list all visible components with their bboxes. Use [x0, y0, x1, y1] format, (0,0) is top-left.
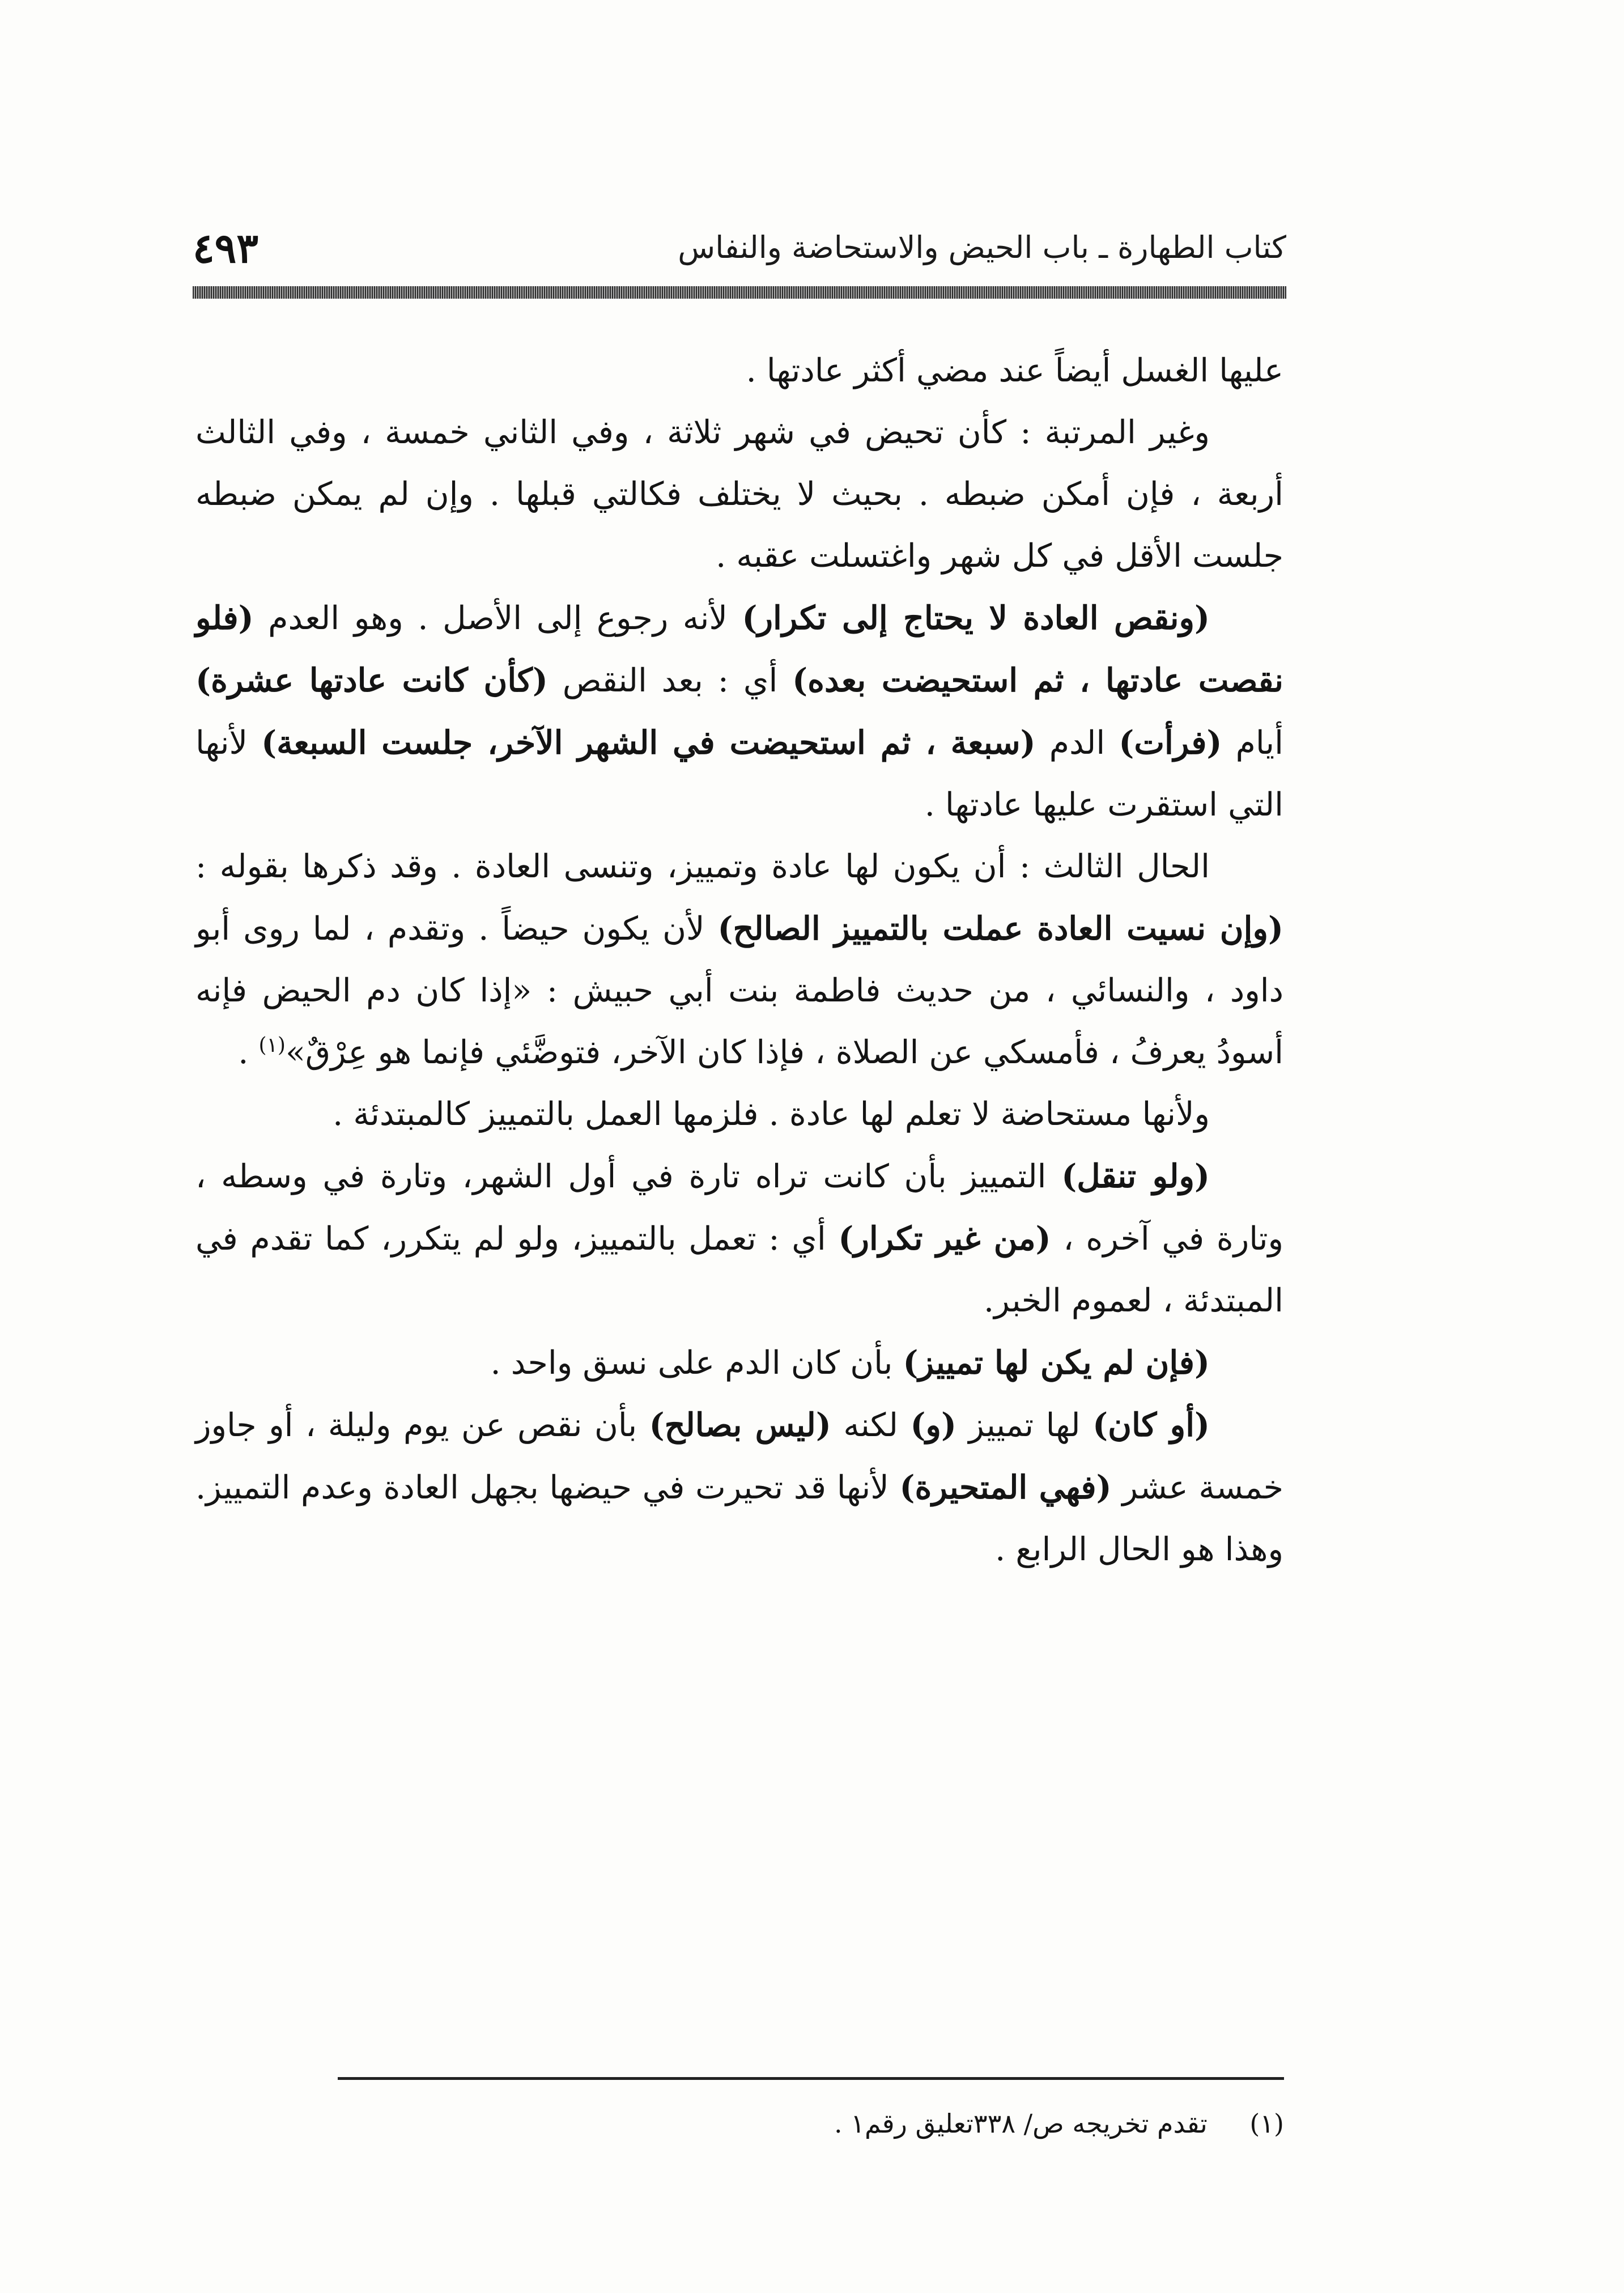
bold-phrase: (سبعة ، ثم استحيضت في الشهر الآخر، جلست السبعة)	[261, 724, 1036, 762]
paragraph	[195, 1084, 1283, 1145]
header-divider	[193, 286, 1286, 299]
body-text	[195, 340, 1283, 1581]
bold-phrase: (ليس بصالح)	[649, 1406, 831, 1444]
bold-phrase: (ولو تنقل)	[1061, 1157, 1210, 1195]
text-run: لأنه رجوع إلى الأصل . وهو العدم	[253, 600, 742, 637]
text-run: عليها الغسل أيضاً عند مضي أكثر عادتها .	[746, 352, 1283, 389]
paragraph	[195, 340, 1283, 402]
text-run: لكنه	[831, 1407, 911, 1444]
text-run: أيام	[1222, 724, 1283, 762]
bold-phrase: (فإن لم يكن لها تمييز)	[903, 1344, 1210, 1382]
footnote-text: تقدم تخريجه ص/ ٣٣٨تعليق رقم١ .	[834, 2108, 1208, 2139]
footnote-divider	[338, 2077, 1284, 2080]
bold-phrase: (أو كان)	[1092, 1406, 1210, 1444]
bold-phrase: (و)	[910, 1406, 956, 1444]
paragraph	[195, 836, 1283, 1084]
text-run: .	[238, 1034, 259, 1071]
text-run: ولأنها مستحاضة لا تعلم لها عادة . فلزمها العمل بالتمييز كالمبتدئة .	[333, 1095, 1210, 1133]
text-run: بأن نقص عن يوم وليلة ، أو جاوز خمسة عشر	[195, 1407, 1284, 1506]
paragraph	[195, 402, 1283, 587]
text-run: التمييز بأن كانت تراه تارة في أول الشهر، وتارة في وسطه ، وتارة في آخره ،	[195, 1158, 1283, 1258]
bold-phrase: (وإن نسيت العادة عملت بالتمييز الصالح)	[717, 910, 1283, 948]
paragraph	[195, 1145, 1283, 1332]
bold-phrase: (فلو نقصت عادتها ، ثم استحيضت بعده)	[195, 599, 1283, 699]
text-run: بأن كان الدم على نسق واحد .	[490, 1344, 903, 1382]
bold-phrase: (ونقص العادة لا يحتاج إلى تكرار)	[742, 599, 1210, 637]
footnote-number: (١)	[1249, 2108, 1284, 2139]
text-run: الحال الثالث : أن يكون لها عادة وتمييز، وتنسى العادة . وقد ذكرها بقوله :	[195, 848, 1210, 885]
text-run: لأن يكون حيضاً . وتقدم ، لما روى أبو داود ، والنسائي ، من حديث فاطمة بنت أبي حبيش : «إذا كان دم الحيض فإنه أسودُ يعرفُ ، فأمسكي عن الصلاة ، فإذا كان الآخر، فتوضَّئي فإنما هو عِرْقٌ»	[195, 910, 1283, 1071]
text-run: لأنها التي استقرت عليها عادتها .	[195, 724, 1283, 823]
text-run: لها تمييز	[956, 1407, 1093, 1444]
bold-phrase: (كأن كانت عادتها عشرة)	[195, 661, 548, 699]
footnote-ref: (١)	[258, 1034, 286, 1057]
paragraph	[195, 1394, 1283, 1581]
text-run: وغير المرتبة : كأن تحيض في شهر ثلاثة ، وفي الثاني خمسة ، وفي الثالث أربعة ، فإن أمكن ضبطه . بحيث لا يختلف فكالتي قبلها . وإن لم يمكن ضبطه جلست الأقل في كل شهر واغتسلت عقبه .	[195, 414, 1283, 575]
text-run: لأنها قد تحيرت في حيضها بجهل العادة وعدم التمييز. وهذا هو الحال الرابع .	[195, 1469, 1283, 1568]
paragraph	[195, 587, 1283, 836]
text-run: أي : بعد النقص	[547, 662, 793, 699]
bold-phrase: (فرأت)	[1119, 724, 1222, 762]
text-run: الدم	[1035, 724, 1119, 762]
text-run: أي : تعمل بالتمييز، ولو لم يتكرر، كما تقدم في المبتدئة ، لعموم الخبر.	[195, 1220, 1283, 1319]
page-header	[193, 224, 1286, 275]
bold-phrase: (من غير تكرار)	[838, 1220, 1051, 1258]
running-header-title: كتاب الطهارة ـ باب الحيض والاستحاضة والنفاس	[678, 230, 1286, 265]
footnote	[834, 2108, 1284, 2139]
page-number: ٤٩٣	[193, 224, 259, 272]
paragraph	[195, 1332, 1283, 1394]
bold-phrase: (فهي المتحيرة)	[899, 1468, 1112, 1506]
